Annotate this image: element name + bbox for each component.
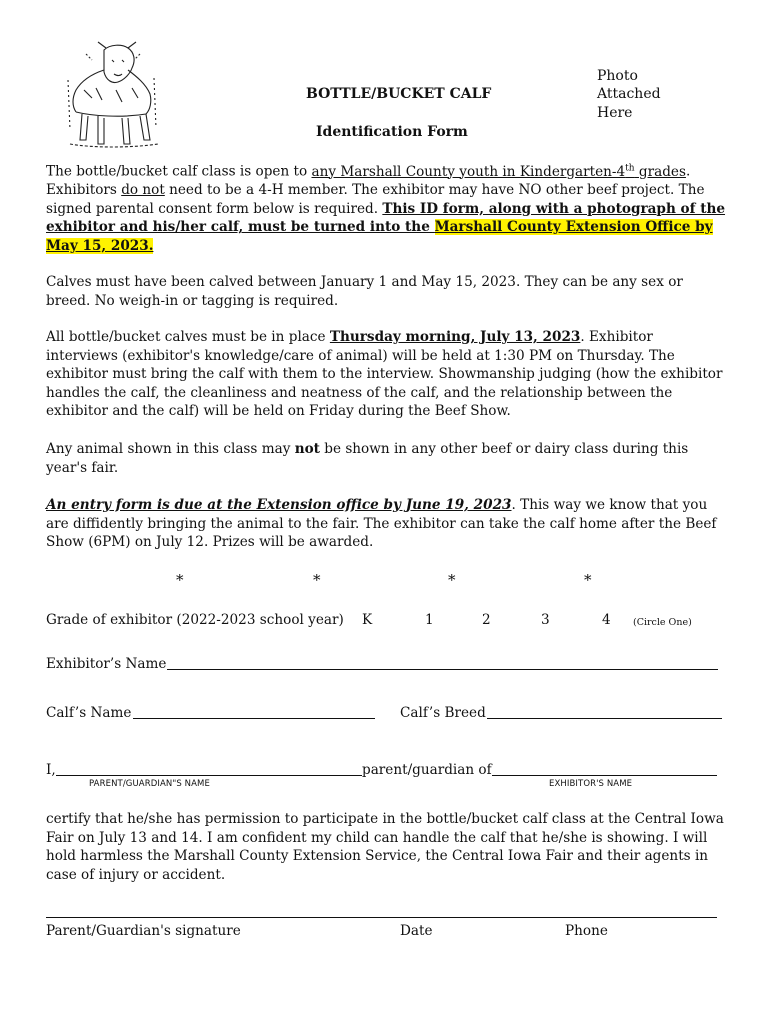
- parent-name-caption: PARENT/GUARDIAN"S NAME: [89, 779, 210, 789]
- exhibitor-name-field[interactable]: [167, 669, 718, 670]
- photo-note-line3: Here: [597, 105, 633, 121]
- p1-text1: The bottle/bucket calf class is open to: [46, 163, 312, 180]
- p5-entry-deadline: An entry form is due at the Extension office by June 19, 2023: [46, 497, 512, 513]
- calf-name-label: Calf’s Name: [46, 705, 132, 721]
- date-label: Date: [400, 923, 433, 939]
- entry-form-paragraph: An entry form is due at the Extension office by June 19, 2023. This way we know that you are diffidently bringing the animal to the fair. The exhibitor can take the calf home after the Beef Show (6PM) on July 12. Prizes will be awarded.: [46, 497, 717, 551]
- phone-label: Phone: [565, 923, 608, 939]
- p4-not: not: [294, 441, 320, 457]
- restriction-paragraph: Any animal shown in this class may not be shown in any other beef or dairy class during this year's fair.: [46, 441, 689, 476]
- calf-breed-field[interactable]: [487, 718, 722, 719]
- calf-breed-label: Calf’s Breed: [400, 705, 486, 721]
- calf-sketch-icon: [62, 40, 162, 152]
- form-title: BOTTLE/BUCKET CALF: [306, 86, 492, 102]
- parent-guardian-of-label: parent/guardian of: [362, 762, 492, 778]
- grade-option-2[interactable]: 2: [482, 612, 491, 628]
- photo-note-line2: Attached: [597, 86, 661, 102]
- separator-star: *: [584, 571, 592, 589]
- grade-option-3[interactable]: 3: [541, 612, 550, 628]
- eligibility-paragraph: [46, 159, 726, 256]
- parent-name-field[interactable]: [56, 775, 362, 776]
- exhibitor-name-label: Exhibitor’s Name: [46, 656, 167, 672]
- exhibitor-name-caption: EXHIBITOR'S NAME: [549, 779, 633, 789]
- grade-label: Grade of exhibitor (2022-2023 school year): [46, 612, 344, 628]
- grade-option-k[interactable]: K: [362, 612, 373, 628]
- certification-paragraph: certify that he/she has permission to participate in the bottle/bucket calf class at the Central Iowa Fair on July 13 and 14. I am confident my child can handle the calf that he/she is showing. I will hold harmless the Marshall County Extension Service, the Central Iowa Fair and their agents in case of injury or accident.: [46, 811, 724, 883]
- p1-text2: . Exhibitors: [46, 163, 691, 199]
- p1-id-form-note: This ID form, along with a photograph of the exhibitor and his/her calf, must be turned into the: [46, 200, 726, 236]
- p1-deadline: Marshall County Extension Office by May 15, 2023.: [46, 219, 713, 254]
- circle-one-note: (Circle One): [633, 617, 692, 628]
- photo-note-line1: Photo: [597, 68, 638, 84]
- separator-star: *: [313, 571, 321, 589]
- p1-do-not: do not: [121, 182, 165, 199]
- calf-name-field[interactable]: [133, 718, 375, 719]
- i-prefix: I,: [46, 762, 56, 778]
- exhibitor-name-cert-field[interactable]: [492, 775, 717, 776]
- signature-line[interactable]: [46, 917, 717, 918]
- p1-eligibility: any Marshall County youth in Kindergarten-4th grades: [311, 163, 686, 180]
- separator-star: *: [448, 571, 456, 589]
- grade-option-1[interactable]: 1: [425, 612, 434, 628]
- form-subtitle: Identification Form: [316, 124, 468, 140]
- calving-dates-paragraph: Calves must have been calved between January 1 and May 15, 2023. They can be any sex or breed. No weigh-in or tagging is required.: [46, 274, 683, 309]
- p1-text3: need to be a 4-H member. The exhibitor may have NO other beef project. The signed parental consent form below is required.: [46, 182, 705, 217]
- schedule-paragraph: All bottle/bucket calves must be in place Thursday morning, July 13, 2023. Exhibitor interviews (exhibitor's knowledge/care of animal) will be held at 1:30 PM on Thursday. The exhibitor must bring the calf with them to the interview. Showmanship judging (how the exhibitor handles the calf, the cleanliness and neatness of the calf, and the relationship between the exhibitor and the calf) will be held on Friday during the Beef Show.: [46, 329, 723, 420]
- p3-in-place-date: Thursday morning, July 13, 2023: [329, 329, 581, 345]
- grade-option-4[interactable]: 4: [602, 612, 611, 628]
- signature-label: Parent/Guardian's signature: [46, 923, 241, 939]
- separator-star: *: [176, 571, 184, 589]
